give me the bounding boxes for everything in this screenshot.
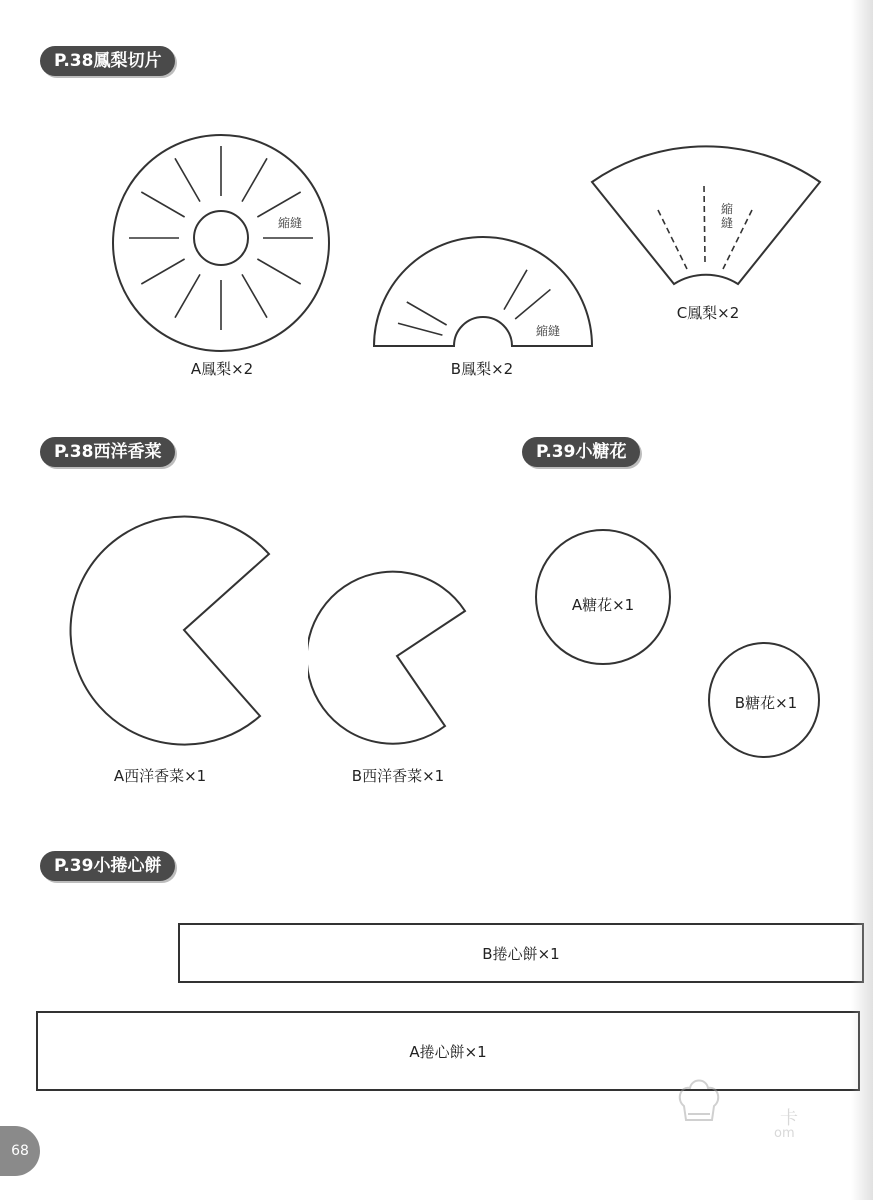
watermark [676,1076,826,1146]
page-edge-shadow [851,0,873,1200]
section-title-pineapple: P.38鳳梨切片 [40,46,175,76]
watermark-suffix: om [774,1126,795,1141]
pineapple-a-stitch-note: 縮縫 [278,216,303,230]
parsley-a-label: A西洋香菜×1 [113,767,207,785]
pineapple-b-stitch-note: 縮縫 [536,324,561,338]
pineapple-c-label: C鳳梨×2 [676,304,740,322]
page-number: 68 [0,1126,40,1176]
parsley-shape-b [308,570,470,746]
section-title-sugar-flower: P.39小糖花 [522,437,640,467]
roll-cookie-strip-b-label: B捲心餅×1 [482,944,560,963]
pineapple-shape-c [588,124,824,294]
sugar-flower-b-label: B糖花×1 [734,694,798,712]
pineapple-shape-a [108,130,334,356]
pineapple-shape-b [370,232,596,350]
watermark-text: 卡 [780,1108,798,1129]
parsley-shape-a [66,512,272,748]
pineapple-c-stitch-note: 縮縫 [721,202,734,230]
parsley-b-label: B西洋香菜×1 [351,767,445,785]
roll-cookie-strip-a-label: A捲心餅×1 [409,1042,487,1061]
pineapple-b-label: B鳳梨×2 [450,360,514,378]
roll-cookie-strip-b [178,923,864,983]
sugar-flower-a-label: A糖花×1 [571,596,635,614]
chef-hat-icon [676,1076,722,1126]
section-title-roll-cookie: P.39小捲心餅 [40,851,175,881]
section-title-parsley: P.38西洋香菜 [40,437,175,467]
pineapple-a-label: A鳳梨×2 [190,360,254,378]
